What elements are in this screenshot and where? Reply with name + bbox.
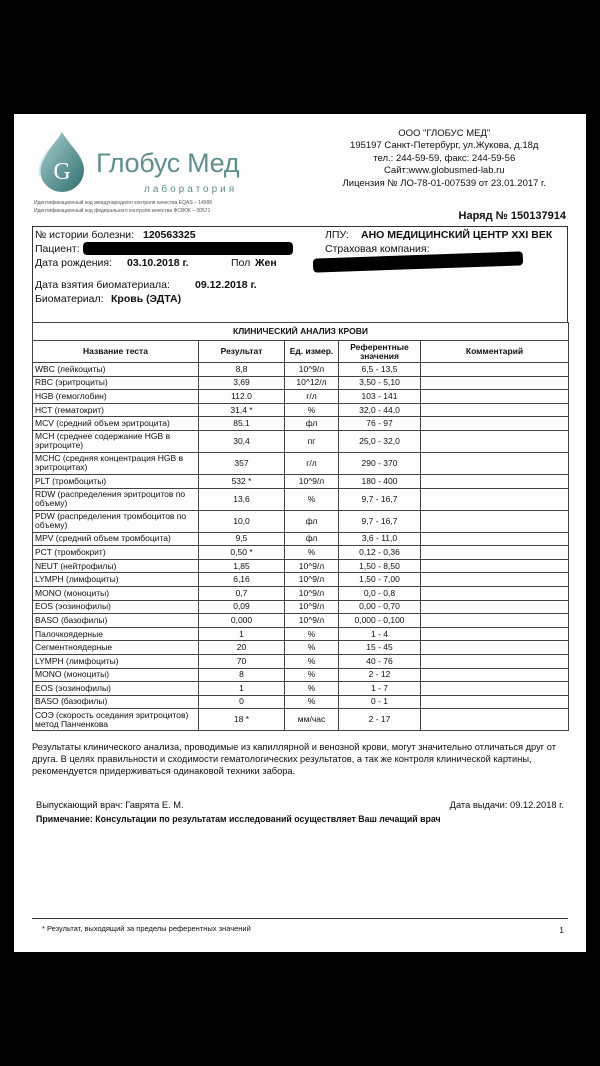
comment-cell: [421, 510, 569, 532]
result-cell: 1: [199, 682, 285, 696]
table-row: [33, 363, 569, 377]
comment-cell: [421, 614, 569, 628]
test-name-cell: MPV (средний объем тромбоцита): [33, 532, 199, 546]
result-cell: 0,000: [199, 614, 285, 628]
table-row: [33, 376, 569, 390]
result-cell: 10,0: [199, 510, 285, 532]
unit-cell: %: [285, 682, 339, 696]
test-name-cell: СОЭ (скорость оседания эритроцитов) метод Панченкова: [33, 709, 199, 731]
reference-cell: 40 - 76: [339, 654, 421, 668]
comment-cell: [421, 452, 569, 474]
unit-cell: %: [285, 627, 339, 641]
reference-cell: 0,12 - 0,36: [339, 546, 421, 560]
comment-cell: [421, 488, 569, 510]
reference-cell: 9,7 - 16,7: [339, 510, 421, 532]
comment-cell: [421, 654, 569, 668]
unit-cell: фл: [285, 532, 339, 546]
table-row: [33, 654, 569, 668]
table-row: [33, 403, 569, 417]
reference-cell: 0,000 - 0,100: [339, 614, 421, 628]
reference-cell: 103 - 141: [339, 390, 421, 404]
unit-cell: %: [285, 695, 339, 709]
insurance-label: Страховая компания:: [325, 243, 430, 255]
reference-cell: 3,6 - 11,0: [339, 532, 421, 546]
reference-cell: 76 - 97: [339, 417, 421, 431]
unit-cell: %: [285, 668, 339, 682]
result-cell: 3,69: [199, 376, 285, 390]
reference-cell: 9,7 - 16,7: [339, 488, 421, 510]
comment-cell: [421, 376, 569, 390]
comment-cell: [421, 363, 569, 377]
comment-cell: [421, 695, 569, 709]
table-row: [33, 614, 569, 628]
unit-cell: г/л: [285, 452, 339, 474]
reference-cell: 2 - 12: [339, 668, 421, 682]
company-site: Сайт:www.globusmed-lab.ru: [383, 165, 505, 177]
table-row: [33, 709, 569, 731]
result-cell: 20: [199, 641, 285, 655]
reference-cell: 290 - 370: [339, 452, 421, 474]
unit-cell: %: [285, 488, 339, 510]
lpu-value: АНО МЕДИЦИНСКИЙ ЦЕНТР XXI ВЕК: [361, 229, 553, 241]
unit-cell: 10^9/л: [285, 586, 339, 600]
reference-cell: 180 - 400: [339, 474, 421, 488]
reference-cell: 25,0 - 32,0: [339, 430, 421, 452]
table-row: [33, 600, 569, 614]
test-name-cell: MONO (моноциты): [33, 668, 199, 682]
sample-date: 09.12.2018 г.: [195, 279, 257, 291]
svg-text:G: G: [53, 159, 71, 185]
analysis-note: Результаты клинического анализа, проводимые из капиллярной и венозной крови, могут значительно отличаться друг от друга. В целях правильности и сходимости гематологических результатов, а так же контроля клинической картины, рекомендуется придерживаться одинаковой техники забора.: [32, 742, 556, 776]
comment-cell: [421, 546, 569, 560]
test-name-cell: LYMPH (лимфоциты): [33, 654, 199, 668]
header-test-name: Название теста: [33, 341, 199, 363]
history-label: № истории болезни:: [35, 229, 135, 241]
result-cell: 9,5: [199, 532, 285, 546]
reference-cell: 0,0 - 0,8: [339, 586, 421, 600]
test-name-cell: RBC (эритроциты): [33, 376, 199, 390]
comment-cell: [421, 600, 569, 614]
table-row: [33, 417, 569, 431]
biomaterial-label: Биоматериал:: [35, 293, 104, 305]
unit-cell: 10^9/л: [285, 559, 339, 573]
result-cell: 1,85: [199, 559, 285, 573]
order-number: Наряд № 150137914: [458, 210, 566, 222]
results-table: [32, 322, 569, 731]
test-name-cell: HGB (гемоглобин): [33, 390, 199, 404]
reference-cell: 2 - 17: [339, 709, 421, 731]
table-row: [33, 559, 569, 573]
result-cell: 8: [199, 668, 285, 682]
result-cell: 30,4: [199, 430, 285, 452]
table-row: [33, 390, 569, 404]
unit-cell: фл: [285, 417, 339, 431]
birth-label: Дата рождения:: [35, 257, 112, 269]
table-row: [33, 474, 569, 488]
test-name-cell: EOS (эозинофилы): [33, 600, 199, 614]
reference-cell: 1 - 7: [339, 682, 421, 696]
unit-cell: 10^9/л: [285, 363, 339, 377]
test-name-cell: WBC (лейкоциты): [33, 363, 199, 377]
test-name-cell: EOS (эозинофилы): [33, 682, 199, 696]
reference-cell: 1 - 4: [339, 627, 421, 641]
table-row: [33, 546, 569, 560]
test-name-cell: MONO (моноциты): [33, 586, 199, 600]
result-cell: 6,16: [199, 573, 285, 587]
test-name-cell: MCV (средний объем эритроцита): [33, 417, 199, 431]
table-title: КЛИНИЧЕСКИЙ АНАЛИЗ КРОВИ: [33, 323, 569, 341]
unit-cell: 10^9/л: [285, 600, 339, 614]
reference-cell: 1,50 - 8,50: [339, 559, 421, 573]
test-name-cell: PCT (тромбокрит): [33, 546, 199, 560]
result-cell: 85.1: [199, 417, 285, 431]
company-header: [343, 128, 546, 190]
unit-cell: мм/час: [285, 709, 339, 731]
result-cell: 18 *: [199, 709, 285, 731]
page-number: 1: [559, 925, 564, 935]
fsvok-code: Идентификационный код федерального контроля качества ФСВОК – 00571: [34, 208, 211, 214]
company-phone: тел.: 244-59-59, факс: 244-59-56: [373, 152, 516, 164]
brand-name: Глобус Мед: [96, 148, 240, 178]
header-result: Результат: [199, 341, 285, 363]
reference-cell: 15 - 45: [339, 641, 421, 655]
table-row: [33, 586, 569, 600]
result-cell: 357: [199, 452, 285, 474]
unit-cell: 10^9/л: [285, 573, 339, 587]
unit-cell: пг: [285, 430, 339, 452]
comment-cell: [421, 559, 569, 573]
header-reference: Референтные значения: [339, 341, 421, 363]
sample-date-label: Дата взятия биоматериала:: [35, 279, 170, 291]
test-name-cell: PDW (распределения тромбоцитов по объему): [33, 510, 199, 532]
unit-cell: 10^9/л: [285, 474, 339, 488]
comment-cell: [421, 417, 569, 431]
unit-cell: %: [285, 654, 339, 668]
issuing-doctor: Выпускающий врач: Гаврята Е. М.: [36, 800, 184, 810]
comment-cell: [421, 430, 569, 452]
comment-cell: [421, 668, 569, 682]
comment-cell: [421, 641, 569, 655]
comment-cell: [421, 586, 569, 600]
table-row: [33, 430, 569, 452]
reference-cell: 0 - 1: [339, 695, 421, 709]
comment-cell: [421, 532, 569, 546]
reference-cell: 1,50 - 7,00: [339, 573, 421, 587]
test-name-cell: RDW (распределения эритроцитов по объему): [33, 488, 199, 510]
unit-cell: 10^12/л: [285, 376, 339, 390]
test-name-cell: PLT (тромбоциты): [33, 474, 199, 488]
table-row: [33, 452, 569, 474]
table-row: [33, 532, 569, 546]
globe-drop-logo-icon: [34, 130, 90, 192]
result-cell: 532 *: [199, 474, 285, 488]
table-row: [33, 682, 569, 696]
test-name-cell: MCH (среднее содержание HGB в эритроците): [33, 430, 199, 452]
test-name-cell: BASO (базофилы): [33, 614, 199, 628]
remark-text: Консультации по результатам исследований осуществляет Ваш лечащий врач: [95, 814, 441, 824]
result-cell: 0,09: [199, 600, 285, 614]
birth-date: 03.10.2018 г.: [127, 257, 189, 269]
biomaterial-value: Кровь (ЭДТА): [111, 293, 182, 305]
test-name-cell: MCHC (средняя концентрация HGB в эритроцитах): [33, 452, 199, 474]
header-comment: Комментарий: [421, 341, 569, 363]
redacted-patient-name: [83, 242, 293, 255]
remark: [36, 814, 441, 824]
unit-cell: г/л: [285, 390, 339, 404]
result-cell: 0,7: [199, 586, 285, 600]
unit-cell: %: [285, 641, 339, 655]
result-cell: 0,50 *: [199, 546, 285, 560]
comment-cell: [421, 682, 569, 696]
footer-divider: [32, 918, 568, 919]
company-address: 195197 Санкт-Петербург, ул.Жукова, д.18д: [350, 140, 539, 152]
table-row: [33, 668, 569, 682]
comment-cell: [421, 403, 569, 417]
test-name-cell: NEUT (нейтрофилы): [33, 559, 199, 573]
history-number: 120563325: [143, 229, 196, 241]
patient-info-box: [32, 226, 568, 323]
unit-cell: 10^9/л: [285, 614, 339, 628]
test-name-cell: LYMPH (лимфоциты): [33, 573, 199, 587]
test-name-cell: Сегментноядерные: [33, 641, 199, 655]
unit-cell: %: [285, 546, 339, 560]
table-row: [33, 695, 569, 709]
table-row: [33, 573, 569, 587]
test-name-cell: HCT (гематокрит): [33, 403, 199, 417]
result-cell: 13,6: [199, 488, 285, 510]
result-cell: 0: [199, 695, 285, 709]
company-name: ООО "ГЛОБУС МЕД": [398, 128, 491, 139]
reference-cell: 32,0 - 44,0: [339, 403, 421, 417]
result-cell: 8,8: [199, 363, 285, 377]
sex-value: Жен: [255, 257, 277, 269]
comment-cell: [421, 474, 569, 488]
company-license: Лицензия № ЛО-78-01-007539 от 23.01.2017 г.: [342, 177, 546, 189]
sex-label: Пол: [231, 257, 251, 269]
result-cell: 1: [199, 627, 285, 641]
test-name-cell: Палочкоядерные: [33, 627, 199, 641]
issue-date: Дата выдачи: 09.12.2018 г.: [449, 800, 564, 810]
table-row: [33, 510, 569, 532]
table-row: [33, 641, 569, 655]
result-cell: 31,4 *: [199, 403, 285, 417]
comment-cell: [421, 709, 569, 731]
result-cell: 70: [199, 654, 285, 668]
eqas-code: Идентификационный код международного контроля качества EQAS – 14996: [34, 200, 213, 206]
brand-subtitle: лаборатория: [144, 184, 238, 195]
comment-cell: [421, 390, 569, 404]
result-cell: 112.0: [199, 390, 285, 404]
reference-cell: 6,5 - 13,5: [339, 363, 421, 377]
comment-cell: [421, 627, 569, 641]
table-row: [33, 488, 569, 510]
reference-cell: 0,00 - 0,70: [339, 600, 421, 614]
remark-label: Примечание:: [36, 814, 93, 824]
unit-cell: %: [285, 403, 339, 417]
patient-label: Пациент:: [35, 243, 80, 255]
header-unit: Ед. измер.: [285, 341, 339, 363]
lab-report-page: [14, 114, 586, 952]
lpu-label: ЛПУ:: [325, 229, 349, 241]
footnote: * Результат, выходящий за пределы референтных значений: [42, 924, 251, 933]
reference-cell: 3,50 - 5,10: [339, 376, 421, 390]
test-name-cell: BASO (базофилы): [33, 695, 199, 709]
comment-cell: [421, 573, 569, 587]
table-row: [33, 627, 569, 641]
unit-cell: фл: [285, 510, 339, 532]
